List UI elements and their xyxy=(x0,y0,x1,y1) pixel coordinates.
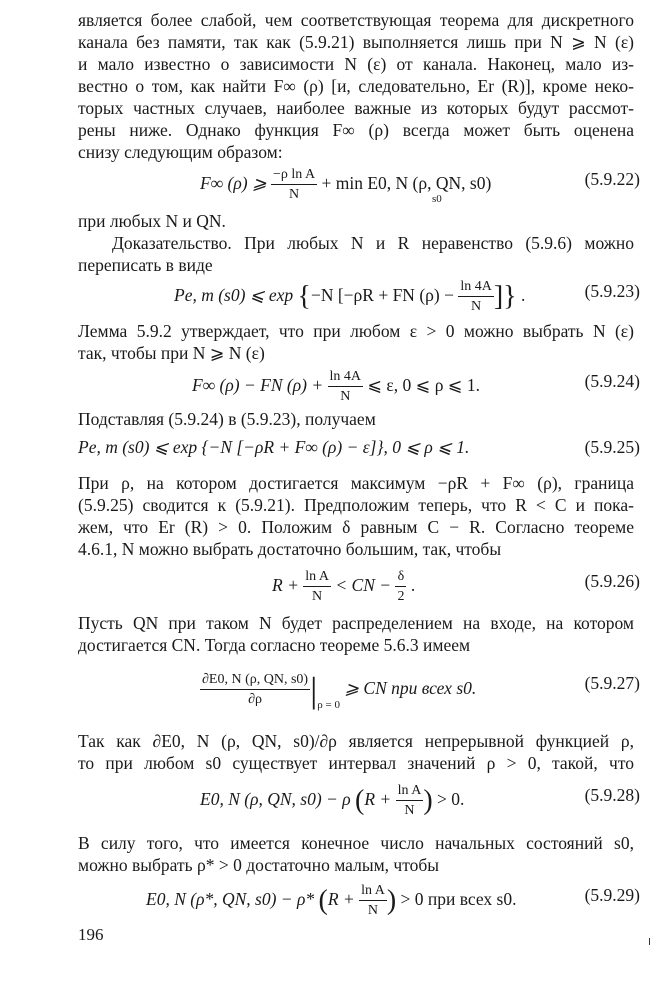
eq-lhs: F∞ (ρ) ⩾ xyxy=(200,173,267,194)
eq-fraction: $\frac{\text{ln A}}{N}$ xyxy=(305,569,329,604)
eq-fraction: $\frac{\text{ln A}}{N}$ xyxy=(397,783,422,818)
eq-under: s0 xyxy=(432,193,442,205)
eq-fraction: $\frac{\ln 4A}{N}$ xyxy=(329,369,362,404)
text-line: канала без памяти, так как (5.9.21) выполняется лишь при N ⩾ N (ε) xyxy=(78,32,634,52)
equation-number: (5.9.28) xyxy=(584,785,640,805)
text-line: достигается CN. Тогда согласно теореме 5.6.3 имеем xyxy=(78,635,471,655)
eq-lhs: F∞ (ρ) − FN (ρ) + xyxy=(192,375,324,396)
eq-fraction: $\frac{\partial E0, N (\rho, QN, s0)}{\partial\rho}$ xyxy=(202,672,309,707)
equation-number: (5.9.29) xyxy=(584,885,640,905)
text-line: и мало известно о зависимости N (ε) от канала. Наконец, мало из- xyxy=(78,54,634,74)
margin-mark xyxy=(649,938,650,945)
text-line: 4.6.1, N можно выбрать достаточно большим, так, чтобы xyxy=(78,539,502,559)
text-line: так, чтобы при N ⩾ N (ε) xyxy=(78,343,265,363)
eq-inner: R + xyxy=(364,789,392,810)
text-line: Пусть QN при таком N будет распределением на входе, на котором xyxy=(78,613,634,633)
eq-lhs: E0, N (ρ*, QN, s0) − ρ* xyxy=(146,889,315,910)
text-line: то при любом s0 существует интервал значений ρ > 0, такой, что xyxy=(78,753,634,773)
eq-lhs: E0, N (ρ, QN, s0) − ρ xyxy=(200,789,351,810)
text-line: жем, что Er (R) > 0. Положим δ равным C − R. Согласно теореме xyxy=(78,517,634,537)
eq-rest: > 0 при всех s0. xyxy=(400,889,517,910)
text-line: является более слабой, чем соответствующая теорема для дискретного xyxy=(78,10,634,30)
text-line: можно выбрать ρ* > 0 достаточно малым, чтобы xyxy=(78,855,440,875)
text-line: В силу того, что имеется конечное число начальных состояний s0, xyxy=(78,833,634,853)
equation-5-9-28: E0, N (ρ, QN, s0) − ρ (R + $\frac{\text{ln A}}{N}$ ) > 0. (5.9.28) xyxy=(200,783,640,818)
text-line: при любых N и QN. xyxy=(78,211,226,231)
text-line: переписать в виде xyxy=(78,255,213,275)
equation-number: (5.9.27) xyxy=(584,673,640,693)
text-line: Так как ∂E0, N (ρ, QN, s0)/∂ρ является непрерывной функцией ρ, xyxy=(78,731,634,751)
equation-number: (5.9.23) xyxy=(584,281,640,301)
eq-fraction: $\frac{\text{−ρ ln A}}{N}$ xyxy=(273,167,316,202)
text-line: Лемма 5.9.2 утверждает, что при любом ε > 0 можно выбрать N (ε) xyxy=(78,321,634,341)
eq-lhs: Pe, m (s0) ⩽ exp xyxy=(174,285,294,306)
eq-rest: + min E0, N (ρ, QN, s0) xyxy=(321,173,492,194)
equation-5-9-26: R + $\frac{\text{ln A}}{N}$ < CN − $\frac{\delta}{2}$ . (5.9.26) xyxy=(272,569,640,604)
equation-5-9-23: Pe, m (s0) ⩽ exp {−N [−ρR + FN (ρ) − $\frac{\ln 4A}{N}$ ]} . (5.9.23) xyxy=(174,279,640,314)
eq-rest: ⩾ CN при всех s0. xyxy=(344,678,477,699)
eq-inner: −N [−ρR + FN (ρ) − xyxy=(310,285,454,306)
eq-rest: ⩽ ε, 0 ⩽ ρ ⩽ 1. xyxy=(367,375,480,396)
eq-fraction: $\frac{\text{ln A}}{N}$ xyxy=(361,883,385,918)
text-line: Доказательство. При любых N и R неравенство (5.9.6) можно xyxy=(112,233,634,253)
equation-5-9-25 xyxy=(60,428,640,468)
eq-mid: < CN − xyxy=(335,575,392,596)
eq-fraction: $\frac{\ln 4A}{N}$ xyxy=(460,279,492,314)
page-number: 196 xyxy=(78,925,104,944)
equation-number: (5.9.22) xyxy=(584,169,640,189)
text-line: (5.9.25) сводится к (5.9.21). Предположим теперь, что R < C и пока- xyxy=(78,495,634,515)
eq-text: Pe, m (s0) ⩽ exp {−N [−ρR + F∞ (ρ) − ε]}, 0 ⩽ ρ ⩽ 1. xyxy=(78,437,470,457)
text-line: вестно о том, как найти F∞ (ρ) [и, следовательно, Er (R)], кроме неко- xyxy=(78,76,634,96)
equation-5-9-24 xyxy=(60,362,640,402)
text-line: торых частных случаев, наиболее важные из которых будут рассмот- xyxy=(78,98,634,118)
equation-5-9-22 xyxy=(60,160,640,205)
eq-fraction: $\frac{\delta}{2}$ xyxy=(397,569,405,604)
text-line: снизу следующим образом: xyxy=(78,142,283,162)
eq-inner: R + xyxy=(327,889,355,910)
text-line: рены ниже. Однако функция F∞ (ρ) всегда может быть оценена xyxy=(78,120,634,140)
equation-number: (5.9.25) xyxy=(584,437,640,457)
equation-number: (5.9.24) xyxy=(584,371,640,391)
equation-number: (5.9.26) xyxy=(584,571,640,591)
equation-5-9-29: E0, N (ρ*, QN, s0) − ρ* (R + $\frac{\text{ln A}}{N}$ ) > 0 при всех s0. (5.9.29) xyxy=(146,883,640,918)
text-line: Подставляя (5.9.24) в (5.9.23), получаем xyxy=(78,409,376,429)
text-line: При ρ, на котором достигается максимум −ρR + F∞ (ρ), граница xyxy=(78,473,634,493)
eq-at: ρ = 0 xyxy=(317,699,340,712)
equation-5-9-27: $\frac{\partial E0, N (\rho, QN, s0)}{\partial\rho}$ $|_{\rho = 0}$ ⩾ CN при всех s0. (5.9.27) xyxy=(202,670,640,712)
eq-rest: > 0. xyxy=(437,789,465,810)
eq-lhs: R + xyxy=(272,575,299,596)
